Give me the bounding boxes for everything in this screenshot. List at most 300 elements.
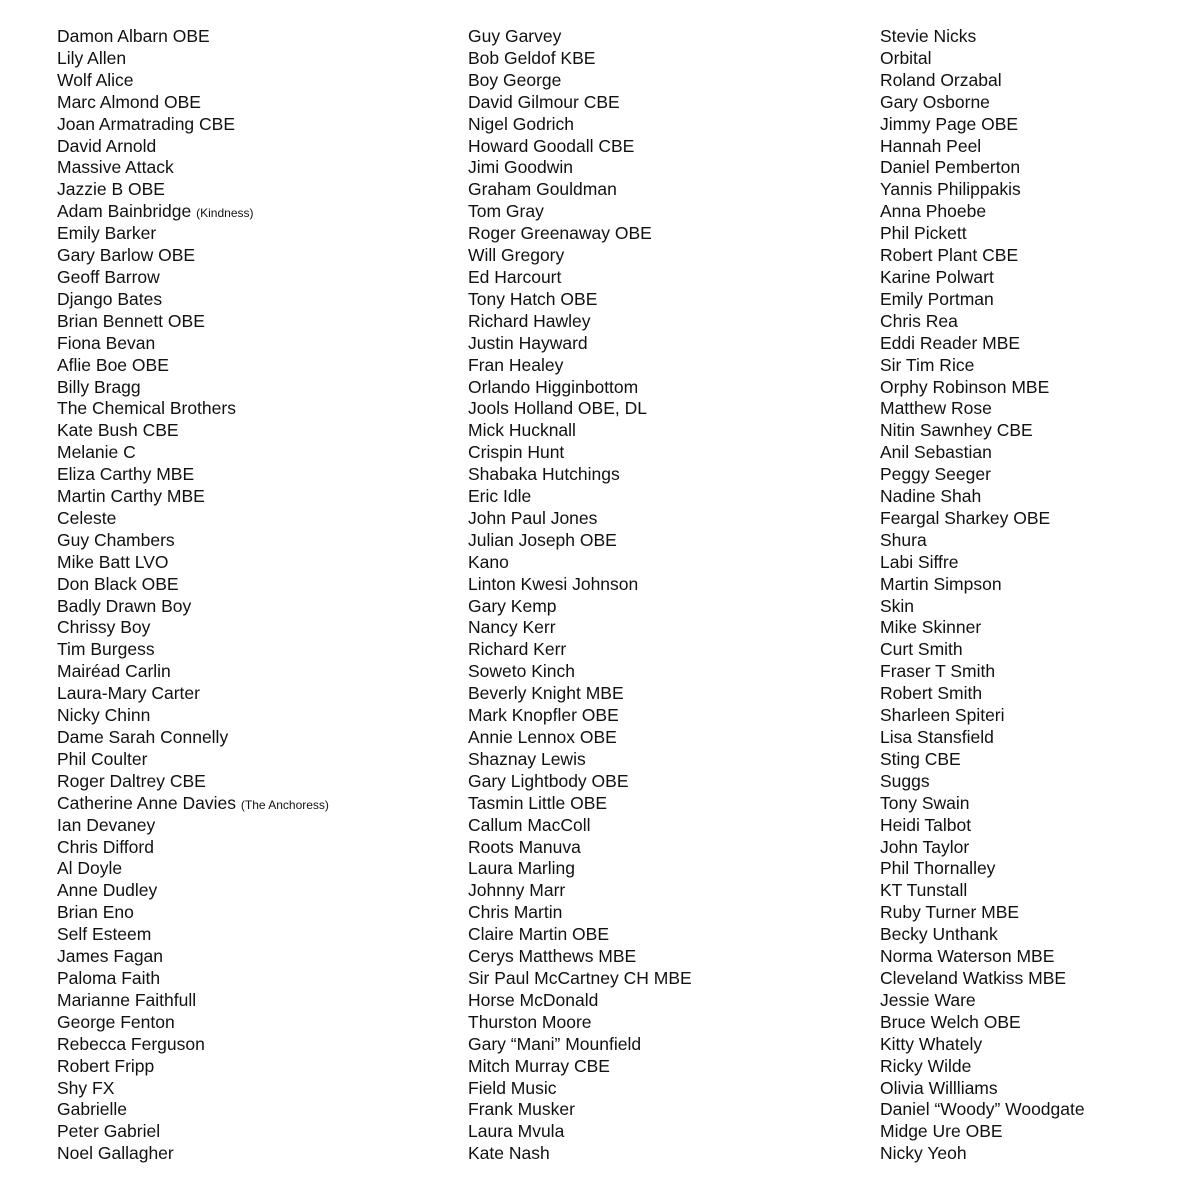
name-text: Sir Paul McCartney CH MBE [468, 967, 692, 988]
name-entry [880, 114, 1085, 136]
name-entry [880, 1012, 1085, 1034]
name-entry [468, 26, 692, 48]
name-text: Crispin Hunt [468, 442, 565, 463]
name-entry [880, 749, 1085, 771]
name-text: Horse McDonald [468, 989, 599, 1010]
name-entry [57, 267, 329, 289]
name-entry [57, 990, 329, 1012]
name-entry [468, 486, 692, 508]
name-text: Richard Hawley [468, 310, 591, 331]
name-entry [57, 377, 329, 399]
name-text: Mike Skinner [880, 617, 982, 638]
name-text: Roots Manuva [468, 836, 581, 857]
name-text: Boy George [468, 69, 562, 90]
name-entry [468, 245, 692, 267]
name-entry [468, 114, 692, 136]
name-entry [57, 289, 329, 311]
name-entry [468, 946, 692, 968]
name-text: Stevie Nicks [880, 26, 977, 46]
name-text: Karine Polwart [880, 266, 994, 287]
name-text: Eric Idle [468, 486, 532, 507]
name-text: Graham Gouldman [468, 179, 617, 200]
name-text: Martin Carthy MBE [57, 486, 205, 507]
name-text: Daniel Pemberton [880, 157, 1021, 178]
name-entry [57, 157, 329, 179]
name-entry [880, 946, 1085, 968]
name-text: James Fagan [57, 946, 164, 967]
name-entry [880, 267, 1085, 289]
name-text: Lily Allen [57, 47, 127, 68]
name-text: Catherine Anne Davies [57, 792, 236, 813]
name-entry [57, 1034, 329, 1056]
name-entry [880, 530, 1085, 552]
name-text: Feargal Sharkey OBE [880, 507, 1051, 528]
name-entry [880, 1034, 1085, 1056]
name-text: Ruby Turner MBE [880, 902, 1020, 923]
name-entry [57, 880, 329, 902]
name-text: Al Doyle [57, 858, 123, 879]
name-entry [57, 464, 329, 486]
name-entry [468, 289, 692, 311]
name-entry [57, 968, 329, 990]
name-entry [880, 157, 1085, 179]
name-entry [880, 617, 1085, 639]
name-entry [57, 1078, 329, 1100]
name-text: Anna Phoebe [880, 201, 987, 222]
name-entry [880, 1143, 1085, 1165]
name-entry [468, 902, 692, 924]
name-text: Chris Martin [468, 902, 563, 923]
name-text: Fran Healey [468, 354, 564, 375]
name-entry [57, 136, 329, 158]
name-entry [57, 179, 329, 201]
name-entry [468, 92, 692, 114]
name-text: Shy FX [57, 1077, 115, 1098]
name-entry [468, 333, 692, 355]
name-text: Bruce Welch OBE [880, 1011, 1021, 1032]
name-entry [468, 398, 692, 420]
name-text: Thurston Moore [468, 1011, 592, 1032]
name-entry [880, 639, 1085, 661]
name-entry [468, 1012, 692, 1034]
name-text: Noel Gallagher [57, 1143, 174, 1164]
name-entry [57, 1012, 329, 1034]
name-text: Sir Tim Rice [880, 354, 975, 375]
name-entry [57, 223, 329, 245]
name-text: Nigel Godrich [468, 113, 575, 134]
name-text: Adam Bainbridge [57, 201, 192, 222]
name-text: Dame Sarah Connelly [57, 727, 229, 747]
name-text: Eliza Carthy MBE [57, 464, 195, 485]
name-text: Paloma Faith [57, 967, 161, 988]
name-entry [880, 136, 1085, 158]
name-entry [880, 771, 1085, 793]
name-note: (The Anchoress) [240, 797, 329, 812]
name-text: Tony Hatch OBE [468, 288, 598, 309]
name-text: Eddi Reader MBE [880, 332, 1021, 353]
name-entry [57, 333, 329, 355]
name-text: Aflie Boe OBE [57, 354, 169, 375]
name-entry [468, 530, 692, 552]
name-text: George Fenton [57, 1011, 175, 1032]
name-entry [468, 1121, 692, 1143]
name-entry [57, 1143, 329, 1165]
name-entry [468, 815, 692, 837]
name-entry [57, 398, 329, 420]
name-entry [468, 793, 692, 815]
name-entry [880, 968, 1085, 990]
name-text: Damon Albarn OBE [57, 26, 210, 46]
name-text: Cleveland Watkiss MBE [880, 967, 1067, 988]
name-text: Don Black OBE [57, 573, 179, 594]
name-entry [880, 289, 1085, 311]
name-text: Daniel “Woody” Woodgate [880, 1099, 1085, 1120]
name-entry [468, 48, 692, 70]
name-text: Claire Martin OBE [468, 924, 610, 945]
name-text: Fraser T Smith [880, 661, 996, 682]
name-entry [468, 420, 692, 442]
name-text: Annie Lennox OBE [468, 727, 617, 747]
names-column-2 [468, 26, 692, 1165]
name-text: Howard Goodall CBE [468, 135, 635, 156]
name-entry [57, 924, 329, 946]
name-entry [880, 464, 1085, 486]
name-text: Skin [880, 595, 915, 616]
name-text: Gary Barlow OBE [57, 245, 196, 266]
name-text: Celeste [57, 507, 117, 528]
name-text: Peggy Seeger [880, 464, 991, 485]
name-text: Tim Burgess [57, 639, 155, 660]
name-entry [880, 902, 1085, 924]
name-text: Will Gregory [468, 245, 565, 266]
name-text: Nicky Yeoh [880, 1143, 967, 1164]
name-text: Heidi Talbot [880, 814, 972, 835]
name-text: Olivia Willliams [880, 1077, 998, 1098]
name-entry [468, 617, 692, 639]
name-text: Jimmy Page OBE [880, 113, 1019, 134]
name-text: Shabaka Hutchings [468, 464, 620, 485]
name-entry [468, 771, 692, 793]
name-text: Guy Chambers [57, 529, 175, 550]
name-entry [880, 1056, 1085, 1078]
name-entry [468, 464, 692, 486]
name-text: Kano [468, 551, 509, 572]
name-text: Massive Attack [57, 157, 174, 178]
name-entry [468, 355, 692, 377]
name-entry [880, 508, 1085, 530]
name-entry [468, 596, 692, 618]
name-entry [57, 311, 329, 333]
name-text: Self Esteem [57, 924, 152, 945]
name-text: Rebecca Ferguson [57, 1033, 205, 1054]
name-text: Melanie C [57, 442, 136, 463]
name-text: Midge Ure OBE [880, 1121, 1003, 1142]
name-entry [880, 92, 1085, 114]
name-text: Laura-Mary Carter [57, 683, 200, 704]
name-entry [880, 201, 1085, 223]
name-entry [468, 552, 692, 574]
name-entry [57, 596, 329, 618]
name-text: Django Bates [57, 288, 163, 309]
name-entry [880, 245, 1085, 267]
name-entry [468, 727, 692, 749]
name-entry [57, 552, 329, 574]
name-entry [468, 749, 692, 771]
name-entry [880, 574, 1085, 596]
name-entry [880, 48, 1085, 70]
name-entry [880, 552, 1085, 574]
name-entry [880, 880, 1085, 902]
name-text: Nicky Chinn [57, 705, 151, 726]
name-text: Mark Knopfler OBE [468, 705, 619, 726]
name-text: Robert Plant CBE [880, 245, 1019, 266]
name-entry [880, 705, 1085, 727]
name-text: Mike Batt LVO [57, 551, 169, 572]
name-entry [468, 1099, 692, 1121]
name-entry [468, 639, 692, 661]
name-text: Sting CBE [880, 748, 961, 769]
name-text: Nancy Kerr [468, 617, 556, 638]
name-entry [57, 420, 329, 442]
name-entry [468, 924, 692, 946]
name-entry [880, 1099, 1085, 1121]
name-entry [57, 749, 329, 771]
name-entry [57, 902, 329, 924]
name-text: Orlando Higginbottom [468, 376, 639, 397]
name-entry [468, 311, 692, 333]
name-text: Brian Eno [57, 902, 134, 923]
name-entry [57, 574, 329, 596]
name-entry [468, 858, 692, 880]
name-entry [880, 1078, 1085, 1100]
name-entry [880, 333, 1085, 355]
name-text: Anil Sebastian [880, 442, 992, 463]
name-entry [57, 617, 329, 639]
name-entry [57, 1121, 329, 1143]
name-text: David Gilmour CBE [468, 91, 620, 112]
name-entry [57, 727, 329, 749]
name-entry [880, 420, 1085, 442]
name-text: Gary Osborne [880, 91, 990, 112]
name-text: Phil Pickett [880, 223, 967, 244]
name-text: Brian Bennett OBE [57, 310, 205, 331]
name-text: Orphy Robinson MBE [880, 376, 1050, 397]
name-text: Mitch Murray CBE [468, 1055, 610, 1076]
name-text: Johnny Marr [468, 880, 566, 901]
name-entry [468, 661, 692, 683]
name-entry [468, 837, 692, 859]
name-text: Linton Kwesi Johnson [468, 573, 639, 594]
name-text: Martin Simpson [880, 573, 1002, 594]
name-entry [468, 880, 692, 902]
name-entry [468, 136, 692, 158]
name-text: Joan Armatrading CBE [57, 113, 236, 134]
name-entry [468, 70, 692, 92]
name-entry [880, 924, 1085, 946]
name-entry [880, 486, 1085, 508]
name-text: Laura Mvula [468, 1121, 565, 1142]
name-text: Ricky Wilde [880, 1055, 972, 1076]
name-entry [880, 858, 1085, 880]
name-text: Laura Marling [468, 858, 575, 879]
name-entry [57, 683, 329, 705]
name-text: Badly Drawn Boy [57, 595, 192, 616]
name-entry [57, 858, 329, 880]
name-text: Beverly Knight MBE [468, 683, 624, 704]
name-entry [880, 661, 1085, 683]
name-entry [880, 398, 1085, 420]
name-entry [57, 70, 329, 92]
name-entry [57, 201, 329, 223]
names-column-3 [880, 26, 1085, 1165]
name-entry [468, 1143, 692, 1165]
name-text: John Taylor [880, 836, 970, 857]
name-text: Frank Musker [468, 1099, 575, 1120]
name-text: Chris Rea [880, 310, 958, 331]
name-text: Ian Devaney [57, 814, 156, 835]
name-entry [57, 837, 329, 859]
name-entry [880, 179, 1085, 201]
name-text: Becky Unthank [880, 924, 998, 945]
name-text: Nitin Sawnhey CBE [880, 420, 1033, 441]
name-entry [468, 1078, 692, 1100]
name-entry [468, 968, 692, 990]
name-text: Suggs [880, 770, 930, 791]
name-text: John Paul Jones [468, 507, 598, 528]
name-text: Nadine Shah [880, 486, 982, 507]
name-entry [880, 1121, 1085, 1143]
name-entry [57, 508, 329, 530]
name-entry [468, 990, 692, 1012]
name-text: Sharleen Spiteri [880, 705, 1005, 726]
name-text: Hannah Peel [880, 135, 982, 156]
name-note: (Kindness) [196, 206, 254, 221]
name-text: Gary Lightbody OBE [468, 770, 629, 791]
name-entry [57, 771, 329, 793]
name-text: Marianne Faithfull [57, 989, 197, 1010]
name-text: Kate Nash [468, 1143, 550, 1164]
name-entry [880, 683, 1085, 705]
name-entry [880, 223, 1085, 245]
name-text: Jazzie B OBE [57, 179, 165, 200]
name-entry [468, 442, 692, 464]
name-entry [468, 574, 692, 596]
name-text: Tony Swain [880, 792, 970, 813]
name-entry [880, 727, 1085, 749]
name-text: Anne Dudley [57, 880, 158, 901]
name-text: Robert Smith [880, 683, 983, 704]
name-text: Orbital [880, 47, 932, 68]
name-text: Fiona Bevan [57, 332, 156, 353]
name-text: Roland Orzabal [880, 69, 1002, 90]
name-text: Tasmin Little OBE [468, 792, 608, 813]
name-entry [57, 1056, 329, 1078]
name-entry [880, 793, 1085, 815]
name-text: Curt Smith [880, 639, 963, 660]
name-text: Kitty Whately [880, 1033, 983, 1054]
name-text: Jessie Ware [880, 989, 976, 1010]
name-entry [57, 705, 329, 727]
name-text: Phil Coulter [57, 748, 148, 769]
name-entry [880, 70, 1085, 92]
name-entry [57, 92, 329, 114]
name-entry [57, 530, 329, 552]
name-text: Guy Garvey [468, 26, 562, 46]
name-text: Lisa Stansfield [880, 727, 994, 747]
name-text: Marc Almond OBE [57, 91, 201, 112]
name-text: Emily Portman [880, 288, 994, 309]
name-entry [57, 26, 329, 48]
name-entry [880, 377, 1085, 399]
name-entry [880, 442, 1085, 464]
name-text: Mairéad Carlin [57, 661, 171, 682]
name-entry [468, 267, 692, 289]
name-text: Gary “Mani” Mounfield [468, 1033, 642, 1054]
name-text: Phil Thornalley [880, 858, 996, 879]
name-text: Yannis Philippakis [880, 179, 1021, 200]
name-text: Mick Hucknall [468, 420, 576, 441]
name-text: Geoff Barrow [57, 266, 160, 287]
name-entry [880, 355, 1085, 377]
name-entry [468, 705, 692, 727]
name-entry [880, 815, 1085, 837]
name-entry [57, 815, 329, 837]
name-entry [57, 639, 329, 661]
name-text: Soweto Kinch [468, 661, 576, 682]
name-entry [57, 793, 329, 815]
name-entry [468, 1056, 692, 1078]
name-text: Chrissy Boy [57, 617, 151, 638]
name-text: Emily Barker [57, 223, 157, 244]
name-text: Matthew Rose [880, 398, 992, 419]
name-entry [880, 990, 1085, 1012]
name-entry [880, 26, 1085, 48]
name-entry [468, 508, 692, 530]
name-text: Callum MacColl [468, 814, 591, 835]
name-text: Ed Harcourt [468, 266, 562, 287]
name-entry [57, 946, 329, 968]
name-entry [468, 1034, 692, 1056]
name-entry [57, 48, 329, 70]
name-entry [468, 683, 692, 705]
name-text: KT Tunstall [880, 880, 968, 901]
name-text: The Chemical Brothers [57, 398, 236, 419]
name-text: Robert Fripp [57, 1055, 155, 1076]
name-entry [57, 1099, 329, 1121]
name-entry [57, 442, 329, 464]
name-text: Billy Bragg [57, 376, 141, 397]
name-text: Justin Hayward [468, 332, 588, 353]
name-entry [57, 114, 329, 136]
name-text: Bob Geldof KBE [468, 47, 596, 68]
name-entry [468, 157, 692, 179]
name-text: Shaznay Lewis [468, 748, 586, 769]
name-text: Jimi Goodwin [468, 157, 574, 178]
name-entry [880, 837, 1085, 859]
name-entry [57, 486, 329, 508]
name-text: Jools Holland OBE, DL [468, 398, 647, 419]
name-text: Gabrielle [57, 1099, 128, 1120]
name-entry [880, 311, 1085, 333]
name-entry [57, 355, 329, 377]
name-entry [57, 661, 329, 683]
name-text: Chris Difford [57, 836, 154, 857]
name-text: Tom Gray [468, 201, 544, 222]
name-text: Cerys Matthews MBE [468, 946, 637, 967]
name-text: Richard Kerr [468, 639, 567, 660]
name-text: Peter Gabriel [57, 1121, 161, 1142]
name-entry [57, 245, 329, 267]
